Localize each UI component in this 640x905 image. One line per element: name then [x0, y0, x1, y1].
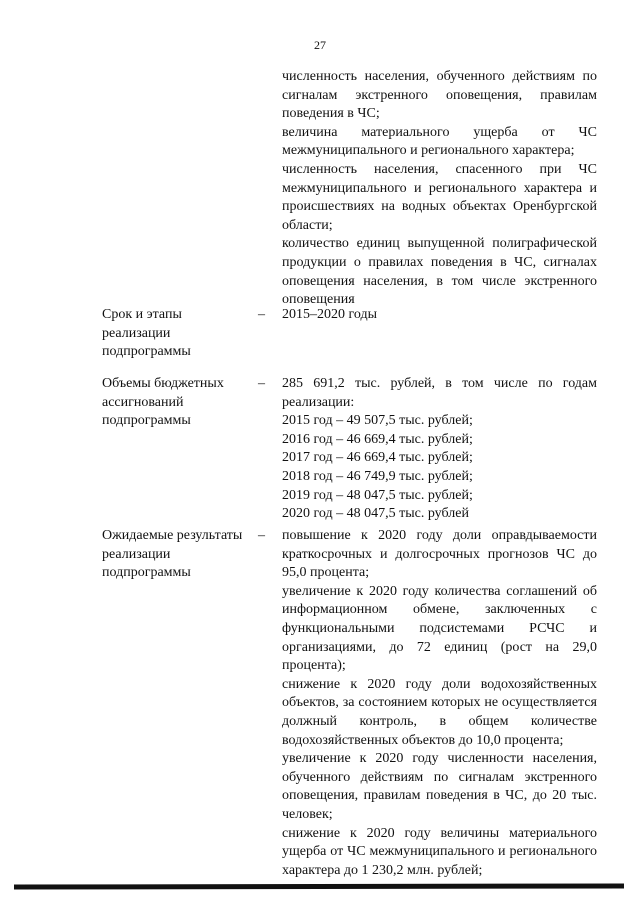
row-value-term: [282, 306, 597, 325]
value-line: 2020 год – 48 047,5 тыс. рублей: [282, 506, 469, 522]
row-label-term: Срок и этапы реализации подпрограммы: [102, 307, 191, 360]
value-line: снижение к 2020 году величины материального ущерба от ЧС межмуниципального и регионального характера до 1 230,2 млн. рублей;: [282, 825, 597, 878]
value-line: 2016 год – 46 669,4 тыс. рублей;: [282, 431, 473, 447]
bottom-scan-border: [14, 883, 624, 889]
row-label-budget: Объемы бюджетных ассигнований подпрограммы: [102, 376, 224, 429]
row-label-results: Ожидаемые результаты реализации подпрограммы: [102, 528, 243, 581]
row-dash: –: [258, 528, 265, 543]
continuation-paragraph: численность населения, обученного действиям по сигналам экстренного оповещения, правилам поведения в ЧС;: [282, 69, 597, 122]
value-line: 2018 год – 46 749,9 тыс. рублей;: [282, 468, 473, 484]
continuation-paragraph: численность населения, спасенного при ЧС межмуниципального и регионального характера и происшествиях на водных объектах Оренбургской области;: [282, 161, 597, 233]
value-line: 2017 год – 46 669,4 тыс. рублей;: [282, 450, 473, 466]
continuation-paragraph: количество единиц выпущенной полиграфической продукции о правилах поведения в ЧС, сигналах оповещения населения, в том числе экстренного оповещения: [282, 236, 597, 308]
row-dash: –: [258, 376, 265, 391]
value-line: 2015 год – 49 507,5 тыс. рублей;: [282, 413, 473, 429]
row-value-results: [282, 527, 597, 880]
value-line: увеличение к 2020 году количества соглашений об информационном обмене, заключенных с функциональными подсистемами РСЧС и организациями, до 72 единиц (рост на 29,0 процента);: [282, 583, 597, 674]
continuation-paragraph: величина материального ущерба от ЧС межмуниципального и регионального характера;: [282, 124, 597, 159]
row-dash: –: [258, 307, 265, 322]
continuation-block: [282, 68, 597, 310]
value-line: 285 691,2 тыс. рублей, в том числе по годам реализации:: [282, 376, 597, 410]
row-value-budget: [282, 375, 597, 524]
value-line: снижение к 2020 году доли водохозяйственных объектов, за состоянием которых не осуществляется должный контроль, в общем количестве водохозяйственных объектов до 10,0 процента;: [282, 676, 597, 748]
value-line: увеличение к 2020 году численности населения, обученного действиям по сигналам экстренного оповещения, правилам поведения в ЧС, до 20 тыс. человек;: [282, 751, 597, 822]
value-line: 2019 год – 48 047,5 тыс. рублей;: [282, 487, 473, 503]
page-number: 27: [314, 38, 326, 52]
value-line: повышение к 2020 году доли оправдываемости краткосрочных и долгосрочных прогнозов ЧС до 95,0 процента;: [282, 528, 597, 581]
value-line: 2015–2020 годы: [282, 307, 378, 322]
